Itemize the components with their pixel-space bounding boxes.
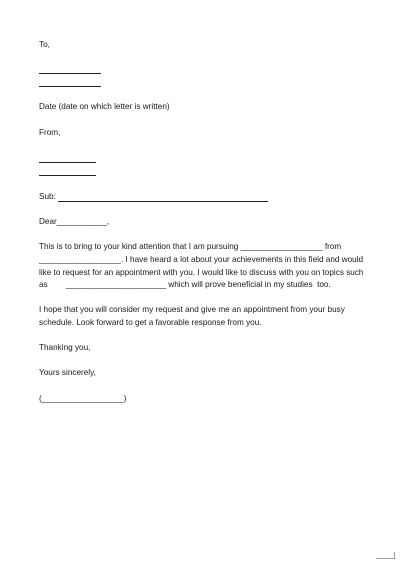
body-line: as ______________________ which will prove beneficial in my studies too. (39, 280, 331, 289)
date-label: Date (date on which letter is written) (39, 102, 170, 111)
signature-blank: (__________________) (39, 394, 127, 403)
body-line: This is to bring to your kind attention that I am pursuing __________________ from (39, 242, 342, 251)
sender-address-blank (39, 175, 96, 176)
body-line: __________________. I have heard a lot about your achievements in this field and would (39, 255, 364, 264)
subject-label: Sub: (39, 192, 59, 201)
salutation: Dear___________, (39, 217, 110, 226)
thanking-you: Thanking you, (39, 343, 91, 352)
page-corner-mark (376, 552, 395, 559)
closing-line: I hope that you will consider my request and give me an appointment from your busy (39, 305, 345, 314)
recipient-address-blank (39, 86, 101, 87)
from-label: From, (39, 128, 61, 137)
to-label: To, (39, 40, 50, 49)
closing-line: schedule. Look forward to get a favorable response from you. (39, 318, 262, 327)
yours-sincerely: Yours sincerely, (39, 368, 96, 377)
subject-blank (58, 201, 268, 202)
body-line: like to request for an appointment with you. I would like to discuss with you on topics such (39, 268, 364, 277)
recipient-name-blank (39, 73, 101, 74)
sender-name-blank (39, 162, 96, 163)
